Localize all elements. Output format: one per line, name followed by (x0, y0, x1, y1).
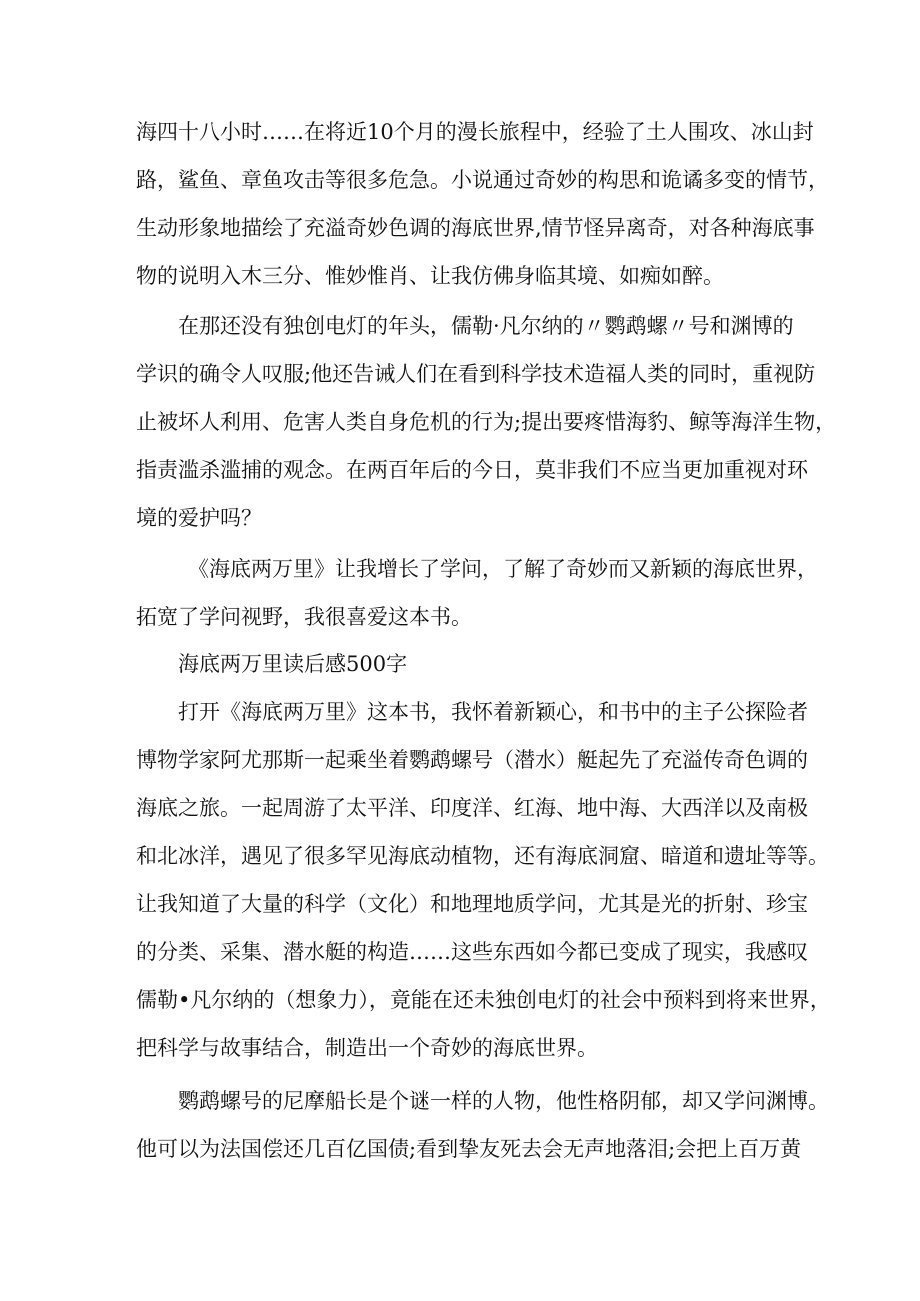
paragraph-opening-book (136, 688, 831, 1072)
paragraph-captain-nemo (136, 1077, 829, 1173)
text-line: 的分类、采集、潜水艇的构造……这些东西如今都已变成了现实，我感叹 (136, 940, 808, 964)
text-line: 路，鲨鱼、章鱼攻击等很多危急。小说通过奇妙的构思和诡谲多变的情节， (136, 168, 829, 192)
paragraph-continued-story (136, 108, 829, 300)
text-line: 止被坏人利用、危害人类自身危机的行为;提出要疼惜海豹、鲸等海洋生物， (136, 410, 837, 434)
text-line: 儒勒•凡尔纳的（想象力），竟能在还未独创电灯的社会中预料到将来世界， (136, 988, 831, 1012)
text-line: 打开《海底两万里》这本书，我怀着新颖心，和书中的主子公探险者 (178, 700, 808, 724)
text-line: 学识的确令人叹服;他还告诫人们在看到科学技术造福人类的同时，重视防 (136, 362, 816, 386)
text-line: 把科学与故事结合，制造出一个奇妙的海底世界。 (136, 1036, 598, 1060)
text-line: 《海底两万里》让我增长了学问，了解了奇妙而又新颖的海底世界， (188, 557, 818, 581)
text-line: 鹦鹉螺号的尼摩船长是个谜一样的人物，他性格阴郁，却又学问渊博。 (178, 1089, 829, 1113)
text-line: 拓宽了学问视野，我很喜爱这本书。 (136, 605, 472, 629)
paragraph-jules-verne (136, 302, 837, 542)
text-line: 指责滥杀滥捕的观念。在两百年后的今日，莫非我们不应当更加重视对环 (136, 458, 808, 482)
text-line: 生动形象地描绘了充溢奇妙色调的海底世界,情节怪异离奇，对各种海底事 (136, 216, 815, 240)
text-line: 让我知道了大量的科学（文化）和地理地质学问，尤其是光的折射、珍宝 (136, 892, 808, 916)
text-line: 境的爱护吗？ (136, 506, 262, 530)
text-line: 他可以为法国偿还几百亿国债;看到挚友死去会无声地落泪;会把上百万黄 (136, 1137, 802, 1161)
text-line: 和北冰洋，遇见了很多罕见海底动植物，还有海底洞窟、暗道和遗址等等。 (136, 844, 829, 868)
text-line: 海四十八小时……在将近10个月的漫长旅程中，经验了土人围攻、冰山封 (136, 120, 814, 144)
text-line: 在那还没有独创电灯的年头，儒勒·凡尔纳的〃鹦鹉螺〃号和渊博的 (178, 314, 794, 338)
text-line: 海底之旅。一起周游了太平洋、印度洋、红海、地中海、大西洋以及南极 (136, 796, 808, 820)
text-line: 博物学家阿尤那斯一起乘坐着鹦鹉螺号（潜水）艇起先了充溢传奇色调的 (136, 748, 808, 772)
paragraph-conclusion (136, 545, 818, 641)
heading-text: 海底两万里读后感500字 (178, 652, 408, 676)
section-heading (136, 640, 796, 688)
text-line: 物的说明入木三分、惟妙惟肖、让我仿佛身临其境、如痴如醉。 (136, 264, 724, 288)
